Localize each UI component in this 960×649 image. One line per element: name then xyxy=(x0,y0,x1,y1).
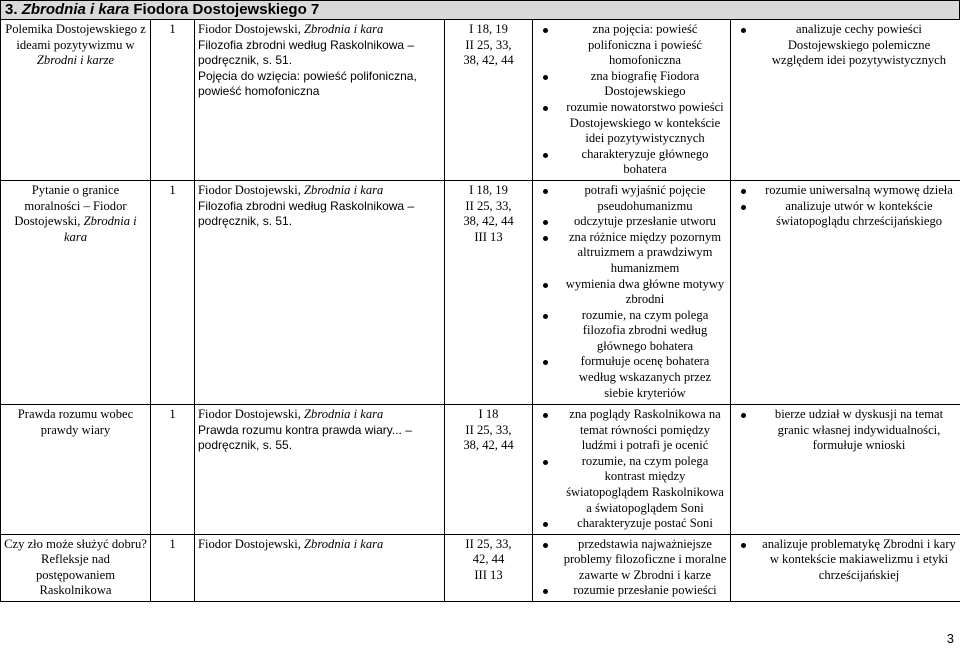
topic-text: Prawda rozumu wobec prawdy wiary xyxy=(17,406,134,437)
reference-line: 42, 44 xyxy=(472,552,505,567)
curriculum-references xyxy=(445,534,533,601)
requirement-item: zna biografię Fiodora Dostojewskiego xyxy=(536,69,727,100)
curriculum-references xyxy=(445,20,533,181)
materials-work: Zbrodnia i kara xyxy=(304,22,384,36)
materials-chapter: Filozofia zbrodni według Raskolnikowa – xyxy=(198,198,415,213)
materials-work: Zbrodnia i kara xyxy=(304,406,384,421)
requirement-item: charakteryzuje postać Soni xyxy=(536,516,727,532)
materials-page: podręcznik, s. 51. xyxy=(198,214,293,229)
requirement-item: rozumie przesłanie powieści xyxy=(536,583,727,599)
materials-title-line xyxy=(198,537,441,553)
reference-line: II 25, 33, xyxy=(465,536,512,551)
materials-title-line xyxy=(198,407,441,423)
extended-requirements xyxy=(731,404,960,534)
lesson-hours: 1 xyxy=(151,20,195,181)
reference-line: II 25, 33, xyxy=(465,198,512,213)
lesson-topic xyxy=(1,180,151,404)
lesson-plan-table xyxy=(0,19,960,602)
topic-text-italic: Zbrodni i karze xyxy=(36,53,115,68)
requirement-item: potrafi wyjaśnić pojęcie pseudohumanizmu xyxy=(536,183,727,214)
basic-requirements xyxy=(533,404,731,534)
lesson-materials xyxy=(195,534,445,601)
basic-requirements xyxy=(533,20,731,181)
reference-line: III 13 xyxy=(474,229,503,244)
lesson-hours: 1 xyxy=(151,534,195,601)
basic-requirements xyxy=(533,534,731,601)
materials-author: Fiodor Dostojewski, xyxy=(198,536,305,551)
requirement-item: rozumie nowatorstwo powieści Dostojewskiego w kontekście idei pozytywistycznych xyxy=(536,100,727,147)
section-title-rest: Fiodora Dostojewskiego 7 xyxy=(133,1,320,18)
topic-text: Polemika Dostojewskiego z ideami pozytywizmu w xyxy=(5,22,146,52)
extended-requirements xyxy=(731,180,960,404)
topic-text: Pytanie o granice moralności – Fiodor Dostojewski, xyxy=(14,182,127,229)
table-row xyxy=(1,534,960,601)
materials-author: Fiodor Dostojewski, xyxy=(198,406,305,421)
reference-line: II 25, 33, xyxy=(465,37,512,52)
lesson-hours: 1 xyxy=(151,180,195,404)
reference-line: I 18, 19 xyxy=(469,22,508,36)
materials-page: podręcznik, s. 55. xyxy=(198,438,293,453)
table-row xyxy=(1,404,960,534)
reference-line: I 18, 19 xyxy=(469,182,508,197)
requirement-item: wymienia dwa główne motywy zbrodni xyxy=(536,277,727,308)
extended-requirement-item: analizuje cechy powieści Dostojewskiego polemiczne względem idei pozytywistycznych xyxy=(734,22,957,69)
requirement-item: rozumie, na czym polega kontrast między światopoglądem Raskolnikowa a światopoglądem Soni xyxy=(536,454,727,516)
materials-page: podręcznik, s. 51. xyxy=(198,53,293,68)
materials-title-line xyxy=(198,22,441,38)
section-heading xyxy=(0,0,960,20)
materials-work: Zbrodnia i kara xyxy=(304,182,384,197)
requirement-item: rozumie, na czym polega filozofia zbrodni według głównego bohatera xyxy=(536,308,727,355)
requirement-item: zna poglądy Raskolnikowa na temat równości pomiędzy ludźmi i potrafi je ocenić xyxy=(536,407,727,454)
reference-line: 38, 42, 44 xyxy=(463,53,514,68)
lesson-topic xyxy=(1,20,151,181)
page-number: 3 xyxy=(946,631,954,646)
requirement-item: zna różnice między pozornym altruizmem a prawdziwym humanizmem xyxy=(536,230,727,277)
extended-requirement-item: analizuje utwór w kontekście światopoglądu chrześcijańskiego xyxy=(734,199,957,230)
extended-requirements xyxy=(731,534,960,601)
materials-title-line xyxy=(198,183,441,199)
requirement-item: charakteryzuje głównego bohatera xyxy=(536,147,727,178)
lesson-materials xyxy=(195,20,445,181)
lesson-topic xyxy=(1,534,151,601)
topic-text-italic: Zbrodnia i kara xyxy=(63,214,137,244)
reference-line: III 13 xyxy=(474,567,503,582)
table-row xyxy=(1,20,960,181)
extended-requirement-item: bierze udział w dyskusji na temat granic własnej indywidualności, formułuje wnioski xyxy=(734,407,957,454)
reference-line: 38, 42, 44 xyxy=(463,214,514,229)
table-row xyxy=(1,180,960,404)
materials-concepts: Pojęcia do wzięcia: powieść polifoniczna, powieść homofoniczna xyxy=(198,68,417,99)
section-number: 3. xyxy=(5,1,18,18)
requirement-item: zna pojęcia: powieść polifoniczna i powieść homofoniczna xyxy=(536,22,727,69)
curriculum-references xyxy=(445,180,533,404)
basic-requirements xyxy=(533,180,731,404)
lesson-materials xyxy=(195,180,445,404)
reference-line: 38, 42, 44 xyxy=(463,438,514,453)
reference-line: II 25, 33, xyxy=(465,422,512,437)
reference-line: I 18 xyxy=(478,406,499,421)
materials-work: Zbrodnia i kara xyxy=(304,536,384,551)
materials-chapter: Prawda rozumu kontra prawda wiary... – xyxy=(198,422,412,437)
lesson-materials xyxy=(195,404,445,534)
extended-requirement-item: rozumie uniwersalną wymowę dzieła xyxy=(734,183,957,199)
topic-text: Czy zło może służyć dobru? Refleksje nad postępowaniem Raskolnikowa xyxy=(4,536,147,598)
requirement-item: odczytuje przesłanie utworu xyxy=(536,214,727,230)
curriculum-references xyxy=(445,404,533,534)
requirement-item: formułuje ocenę bohatera według wskazanych przez siebie kryteriów xyxy=(536,354,727,401)
extended-requirements xyxy=(731,20,960,181)
materials-author: Fiodor Dostojewski, xyxy=(198,182,305,197)
extended-requirement-item: analizuje problematykę Zbrodni i kary w kontekście makiawelizmu i etyki chrześcijańskiej xyxy=(734,537,957,584)
lesson-hours: 1 xyxy=(151,404,195,534)
materials-chapter: Filozofia zbrodni według Raskolnikowa – xyxy=(198,37,415,52)
section-title: Zbrodnia i kara xyxy=(21,1,130,18)
requirement-item: przedstawia najważniejsze problemy filozoficzne i moralne zawarte w Zbrodni i karze xyxy=(536,537,727,584)
lesson-topic xyxy=(1,404,151,534)
materials-author: Fiodor Dostojewski, xyxy=(198,22,305,36)
